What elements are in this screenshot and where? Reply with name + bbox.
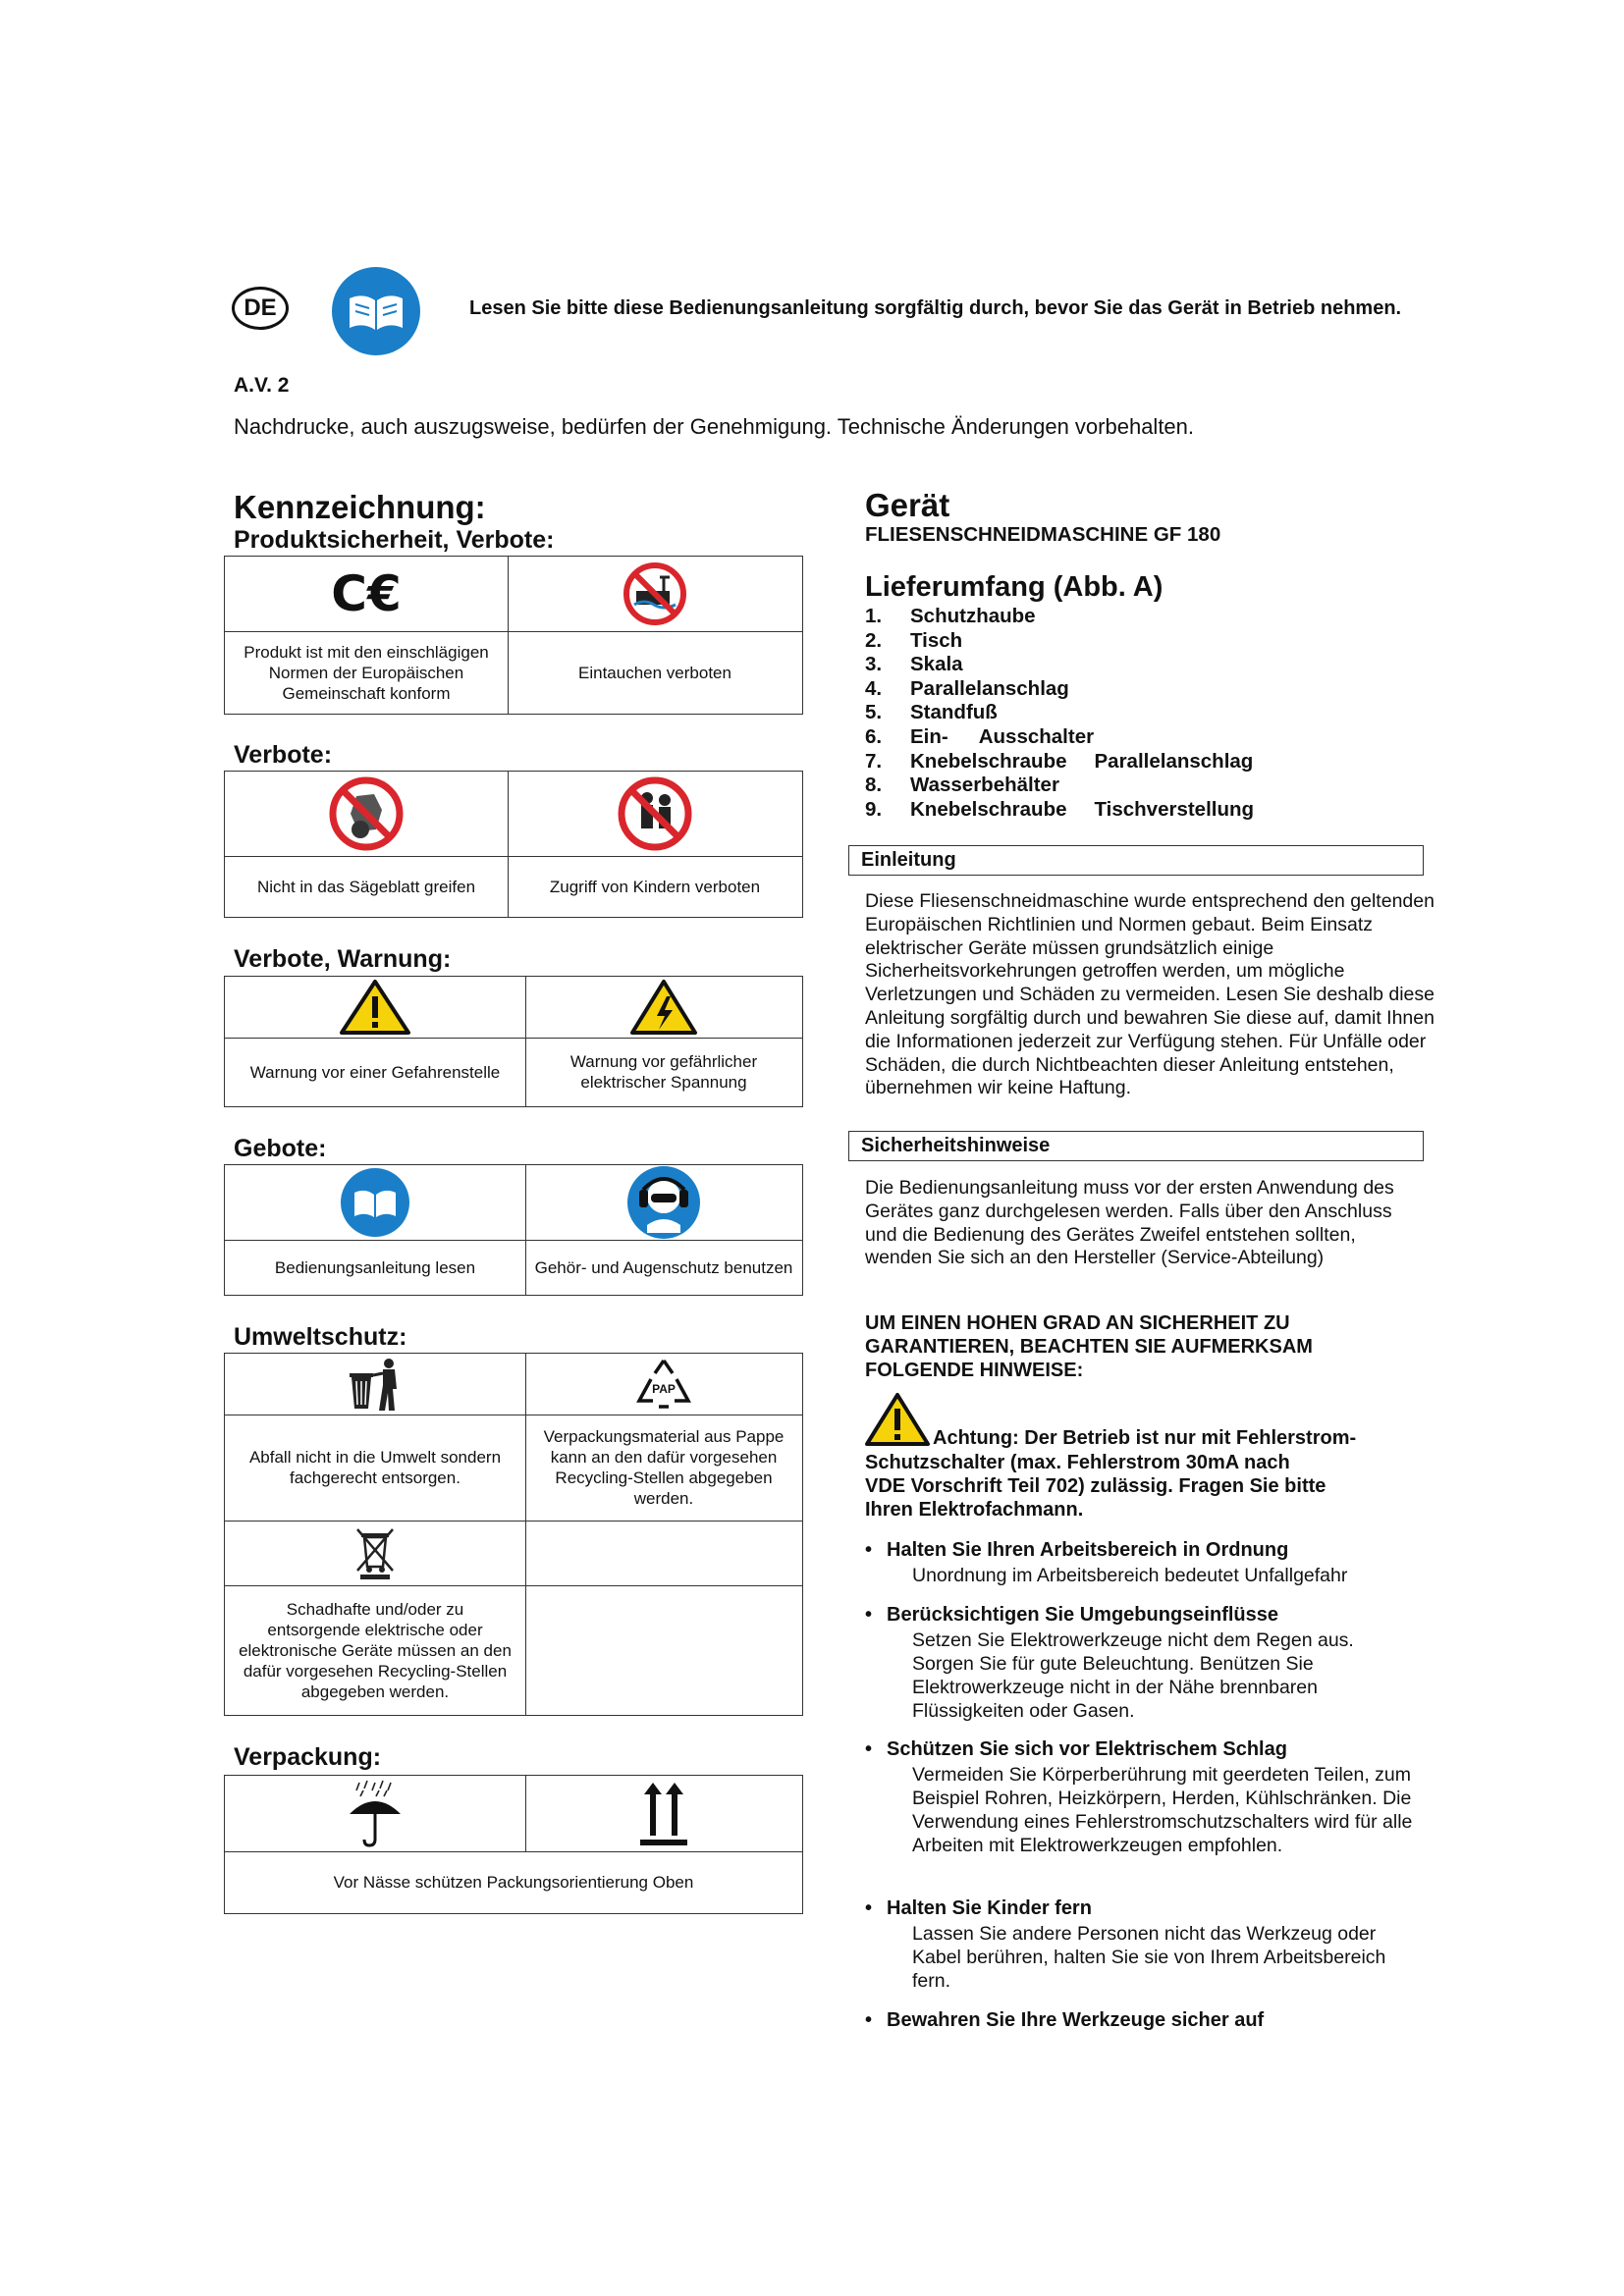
bullet-body: Unordnung im Arbeitsbereich bedeutet Unfallgefahr <box>912 1565 1348 1586</box>
list-item: 9. Knebelschraube Tischverstellung <box>865 797 1255 821</box>
safety-text: Die Bedienungsanleitung muss vor der ersten Anwendung des Gerätes ganz durchgelesen werden. Falls über den Anschluss und die Bedienung des Gerätes Zweifel entstehen sollten, wenden Sie sich an den Hersteller (Service-Abteilung) <box>865 1177 1394 1269</box>
warnings-table <box>224 976 803 1107</box>
read-manual-icon <box>330 265 422 357</box>
section-heading: Verbote: <box>234 741 333 769</box>
bullet-body: Vermeiden Sie Körperberührung mit geerdeten Teilen, zum Beispiel Rohren, Heizkörpern, Herden, Kühlschränken. Die Verwendung eines Fehlerstromschutzschalters wird für alle Arbeiten mit Elektrowerkzeugen empfohlen. <box>912 1764 1413 1856</box>
list-item: 5. Standfuß <box>865 701 998 724</box>
no-reach-into-blade-text: Nicht in das Sägeblatt greifen <box>256 877 476 896</box>
list-item: 7. Knebelschraube Parallelanschlag <box>865 749 1254 773</box>
list-item: 1. Schutzhaube <box>865 605 1036 627</box>
bullet-title: • Halten Sie Kinder fern <box>887 1897 1092 1920</box>
bullet-title: • Bewahren Sie Ihre Werkzeuge sicher auf <box>887 2009 1264 2032</box>
read-manual-note: Lesen Sie bitte diese Bedienungsanleitung sorgfältig durch, bevor Sie das Gerät in Betrieb nehmen. <box>469 297 1402 319</box>
svg-text:PAP: PAP <box>652 1382 676 1396</box>
bullet-title: • Berücksichtigen Sie Umgebungseinflüsse <box>887 1604 1278 1627</box>
empty-cell <box>525 1585 802 1715</box>
device-heading: Gerät <box>865 487 950 523</box>
marking-title: Kennzeichnung: <box>234 489 486 525</box>
electric-voltage-warning-icon <box>629 979 698 1036</box>
bullet-title: • Schützen Sie sich vor Elektrischem Schlag <box>887 1738 1287 1761</box>
warning-triangle-icon <box>864 1392 931 1447</box>
recycling-pap-icon <box>631 1356 696 1413</box>
document-version: A.V. 2 <box>234 374 290 397</box>
no-children-access-icon <box>616 774 694 853</box>
list-item: 3. Skala <box>865 653 963 676</box>
general-warning-icon <box>339 979 411 1036</box>
section-heading: Produktsicherheit, Verbote: <box>234 526 555 554</box>
packaging-table <box>224 1775 803 1914</box>
prohibitions-table <box>224 771 803 918</box>
list-item: 6. Ein- Ausschalter <box>865 724 1095 748</box>
attention-note-line1: Achtung: Der Betrieb ist nur mit Fehlerstrom- <box>933 1427 1357 1449</box>
this-way-up-icon <box>636 1779 691 1849</box>
device-name: FLIESENSCHNEIDMASCHINE GF 180 <box>865 523 1221 546</box>
list-item: 4. Parallelanschlag <box>865 676 1069 700</box>
intro-text: Diese Fliesenschneidmaschine wurde entsprechend den geltenden Europäischen Richtlinien und Normen gebaut. Beim Einsatz elektrischer Geräte müssen grundsätzlich einige Sicherheitsvorkehrungen getroffen werden, um mögliche Verletzungen und Schäden zu vermeiden. Lesen Sie deshalb diese Anleitung sorgfältig durch und bewahren Sie diese auf, damit Ihnen die Informationen jederzeit zur Verfügung stehen. Für Unfälle oder Schäden, die durch Nichtbeachten dieser Anleitung entstehen, übernehmen wir keine Haftung. <box>865 890 1435 1099</box>
list-item: 8. Wasserbehälter <box>865 774 1059 797</box>
list-item: 2. Tisch <box>865 628 963 652</box>
keep-dry-icon <box>346 1779 405 1849</box>
electric-voltage-warning-text: Warnung vor gefährlicher elektrischer Spannung <box>569 1052 758 1092</box>
product-safety-table <box>224 556 803 715</box>
safety-heading: Sicherheitshinweise <box>848 1131 1424 1161</box>
no-immersion-text: Eintauchen verboten <box>578 663 731 682</box>
bullet-title: • Halten Sie Ihren Arbeitsbereich in Ordnung <box>887 1539 1288 1562</box>
scope-of-delivery-heading: Lieferumfang (Abb. A) <box>865 571 1164 603</box>
no-littering-text: Abfall nicht in die Umwelt sondern fachgerecht entsorgen. <box>248 1448 502 1487</box>
section-heading: Verbote, Warnung: <box>234 945 452 973</box>
bullet-body: Setzen Sie Elektrowerkzeuge nicht dem Regen aus. Sorgen Sie für gute Beleuchtung. Benützen Sie Elektrowerkzeuge nicht in der Nähe brennbaren Flüssigkeiten oder Gasen. <box>912 1629 1354 1722</box>
intro-heading: Einleitung <box>848 845 1424 876</box>
attention-note-rest: Schutzschalter (max. Fehlerstrom 30mA nach VDE Vorschrift Teil 702) zulässig. Fragen Sie bitte Ihren Elektrofachmann. <box>865 1452 1326 1521</box>
mandatory-signs-table <box>224 1164 803 1296</box>
no-littering-icon <box>346 1356 405 1413</box>
read-manual-icon <box>339 1166 411 1239</box>
caps-notice: UM EINEN HOHEN GRAD AN SICHERHEIT ZU GARANTIEREN, BEACHTEN SIE AUFMERKSAM FOLGENDE HINWEISE: <box>865 1312 1313 1381</box>
hearing-eye-protection-icon <box>625 1164 702 1241</box>
general-warning-text: Warnung vor einer Gefahrenstelle <box>249 1062 501 1082</box>
packaging-text: Vor Nässe schützen Packungsorientierung Oben <box>333 1873 694 1892</box>
scope-of-delivery-list <box>865 605 1254 822</box>
recycling-pap-text: Verpackungsmaterial aus Pappe kann an den dafür vorgesehen Recycling-Stellen abgegeben werden. <box>543 1427 785 1508</box>
section-heading: Umweltschutz: <box>234 1323 407 1351</box>
no-immersion-icon <box>621 561 689 626</box>
section-heading: Verpackung: <box>234 1743 382 1771</box>
read-manual-text: Bedienungsanleitung lesen <box>274 1257 476 1277</box>
empty-cell <box>525 1521 802 1585</box>
no-children-access-text: Zugriff von Kindern verboten <box>549 877 761 896</box>
environment-table <box>224 1353 803 1716</box>
language-badge: DE <box>232 287 289 330</box>
reprint-note: Nachdrucke, auch auszugsweise, bedürfen der Genehmigung. Technische Änderungen vorbehalten. <box>234 414 1195 439</box>
ce-mark-icon: C€ <box>331 564 402 622</box>
no-reach-into-blade-icon <box>327 774 406 853</box>
section-heading: Gebote: <box>234 1135 327 1162</box>
bullet-body: Lassen Sie andere Personen nicht das Werkzeug oder Kabel berühren, halten Sie sie von Ihrem Arbeitsbereich fern. <box>912 1923 1386 1992</box>
hearing-eye-protection-text: Gehör- und Augenschutz benutzen <box>534 1257 793 1277</box>
weee-disposal-text: Schadhafte und/oder zu entsorgende elektrische oder elektronische Geräte müssen an den dafür vorgesehen Recycling-Stellen abgegeben werden. <box>239 1599 512 1701</box>
ce-conformity-text: Produkt ist mit den einschlägigen Normen der Europäischen Gemeinschaft konform <box>244 642 489 703</box>
weee-crossed-bin-icon <box>352 1525 398 1580</box>
